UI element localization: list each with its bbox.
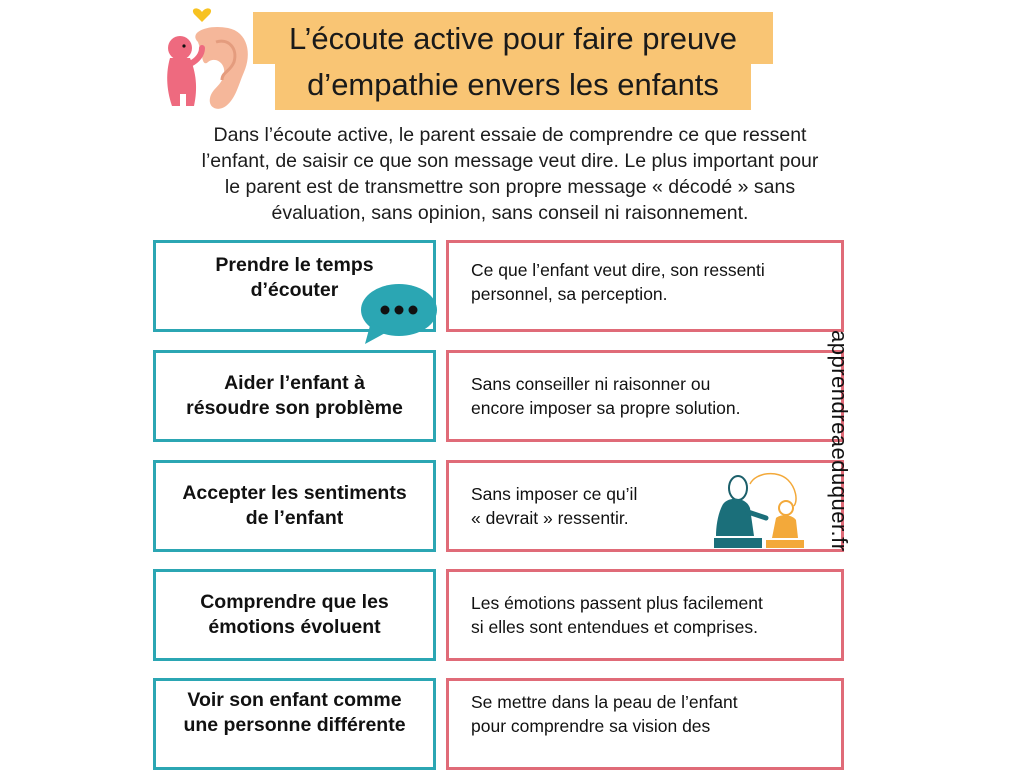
table-row xyxy=(0,460,1025,558)
principle-text: Accepter les sentiments xyxy=(182,482,407,504)
title-line-1: L’écoute active pour faire preuve xyxy=(253,12,773,64)
explanation-text: encore imposer sa propre solution. xyxy=(471,398,741,418)
explanation-text: pour comprendre sa vision des xyxy=(471,716,711,736)
speech-bubble-icon xyxy=(357,282,439,346)
principle-text: de l’enfant xyxy=(245,507,344,529)
principle-box xyxy=(153,678,436,770)
explanation-text: Ce que l’enfant veut dire, son ressenti xyxy=(471,260,765,280)
principle-text: Aider l’enfant à xyxy=(224,372,365,394)
intro-line: le parent est de transmettre son propre message « décodé » sans xyxy=(224,176,796,198)
explanation-box xyxy=(446,678,844,770)
explanation-text: Sans imposer ce qu’il xyxy=(471,484,638,504)
principle-box xyxy=(153,569,436,661)
intro-paragraph xyxy=(150,122,870,226)
explanation-text: Les émotions passent plus facilement xyxy=(471,593,763,613)
title-block xyxy=(253,12,773,110)
explanation-box xyxy=(446,569,844,661)
intro-line: évaluation, sans opinion, sans conseil ni raisonnement. xyxy=(271,202,749,224)
table-row xyxy=(0,350,1025,448)
ear-heart-illustration xyxy=(158,2,258,114)
principle-box xyxy=(153,350,436,442)
title-line-2: d’empathie envers les enfants xyxy=(275,62,751,110)
principle-text: Voir son enfant comme xyxy=(187,689,402,711)
explanation-text: si elles sont entendues et comprises. xyxy=(471,617,758,637)
explanation-text: « devrait » ressentir. xyxy=(471,508,629,528)
principle-text: une personne différente xyxy=(183,714,406,736)
principle-box xyxy=(153,460,436,552)
principle-text: Prendre le temps xyxy=(215,254,374,276)
explanation-text: Se mettre dans la peau de l’enfant xyxy=(471,692,738,712)
website-watermark: apprendreaeduquer.fr xyxy=(827,330,852,552)
intro-line: Dans l’écoute active, le parent essaie de comprendre ce que ressent xyxy=(213,124,807,146)
parent-child-illustration xyxy=(708,466,808,556)
table-row xyxy=(0,569,1025,667)
explanation-text: personnel, sa perception. xyxy=(471,284,668,304)
table-row xyxy=(0,678,1025,776)
principle-text: Comprendre que les xyxy=(200,591,389,613)
explanation-box xyxy=(446,240,844,332)
principle-text: résoudre son problème xyxy=(186,397,403,419)
explanation-text: Sans conseiller ni raisonner ou xyxy=(471,374,711,394)
intro-line: l’enfant, de saisir ce que son message veut dire. Le plus important pour xyxy=(201,150,819,172)
explanation-box xyxy=(446,350,844,442)
table-row xyxy=(0,240,1025,338)
principle-text: émotions évoluent xyxy=(208,616,381,638)
principle-text: d’écouter xyxy=(250,279,339,301)
